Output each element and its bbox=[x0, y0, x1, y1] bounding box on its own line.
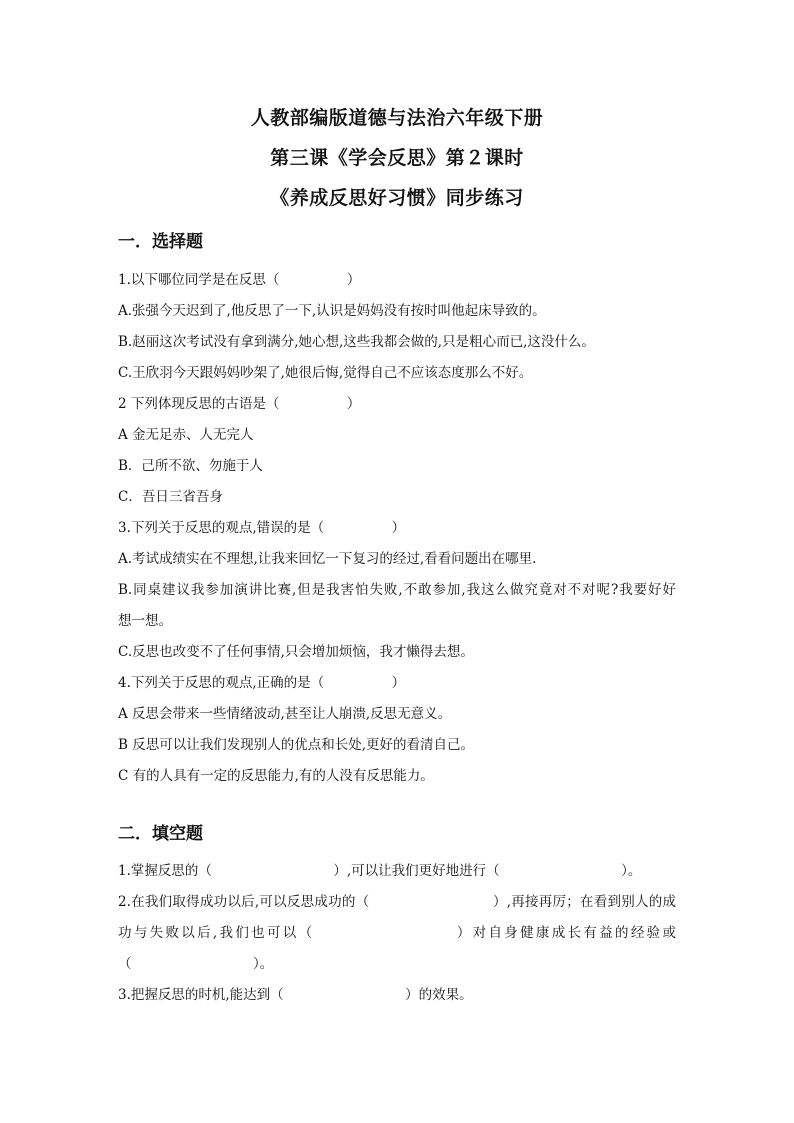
question-4-option-c: C 有的人具有一定的反思能力,有的人没有反思能力。 bbox=[118, 768, 434, 784]
question-3-option-b: B.同桌建议我参加演讲比赛,但是我害怕失败,不敢参加,我这么做究竟对不对呢?我要好好 bbox=[118, 582, 676, 598]
fill-question-2: 2.在我们取得成功以后,可以反思成功的（ ）,再接再厉；在看到别人的成 bbox=[118, 894, 676, 910]
question-3-option-c: C.反思也改变不了任何事情,只会增加烦恼，我才懒得去想。 bbox=[118, 644, 474, 660]
fill-question-2-end: （ ）。 bbox=[118, 956, 274, 972]
section-heading-choice: 一．选择题 bbox=[118, 232, 203, 252]
question-3-option-a: A.考试成绩实在不理想,让我来回忆一下复习的经过,看看问题出在哪里. bbox=[118, 551, 537, 567]
fill-question-2-continued: 功与失败以后,我们也可以（ ）对自身健康成长有益的经验或 bbox=[118, 925, 676, 941]
question-1-option-c: C.王欣羽今天跟妈妈吵架了,她很后悔,觉得自己不应该态度那么不好。 bbox=[118, 365, 533, 381]
fill-question-3: 3.把握反思的时机,能达到（ ）的效果。 bbox=[118, 987, 473, 1003]
question-2-option-b: B．己所不欲、勿施于人 bbox=[118, 458, 263, 474]
question-2-stem: 2 下列体现反思的古语是（ ） bbox=[118, 396, 361, 412]
section-heading-fill-blank: 二．填空题 bbox=[118, 824, 203, 844]
question-3-stem: 3.下列关于反思的观点,错误的是（ ） bbox=[118, 520, 406, 536]
question-1-option-a: A.张强今天迟到了,他反思了一下,认识是妈妈没有按时叫他起床导致的。 bbox=[118, 303, 546, 319]
question-4-option-b: B 反思可以让我们发现别人的优点和长处,更好的看清自己。 bbox=[118, 737, 475, 753]
question-1-stem: 1.以下哪位同学是在反思（ ） bbox=[118, 272, 361, 288]
fill-question-1: 1.掌握反思的（ ）,可以让我们更好地进行（ ）。 bbox=[118, 863, 642, 879]
question-2-option-a: A 金无足赤、人无完人 bbox=[118, 427, 254, 443]
question-4-option-a: A 反思会带来一些情绪波动,甚至让人崩溃,反思无意义。 bbox=[118, 706, 452, 722]
header-title-line-3: 《养成反思好习惯》同步练习 bbox=[270, 187, 524, 209]
header-title-line-1: 人教部编版道德与法治六年级下册 bbox=[250, 107, 544, 129]
question-2-option-c: C．吾日三省吾身 bbox=[118, 489, 223, 505]
question-3-option-b-continued: 想一想。 bbox=[118, 613, 172, 629]
header-title-line-2: 第三课《学会反思》第２课时 bbox=[270, 147, 524, 169]
question-4-stem: 4.下列关于反思的观点,正确的是（ ） bbox=[118, 675, 406, 691]
question-1-option-b: B.赵丽这次考试没有拿到满分,她心想,这些我都会做的,只是粗心而已,这没什么。 bbox=[118, 334, 595, 350]
